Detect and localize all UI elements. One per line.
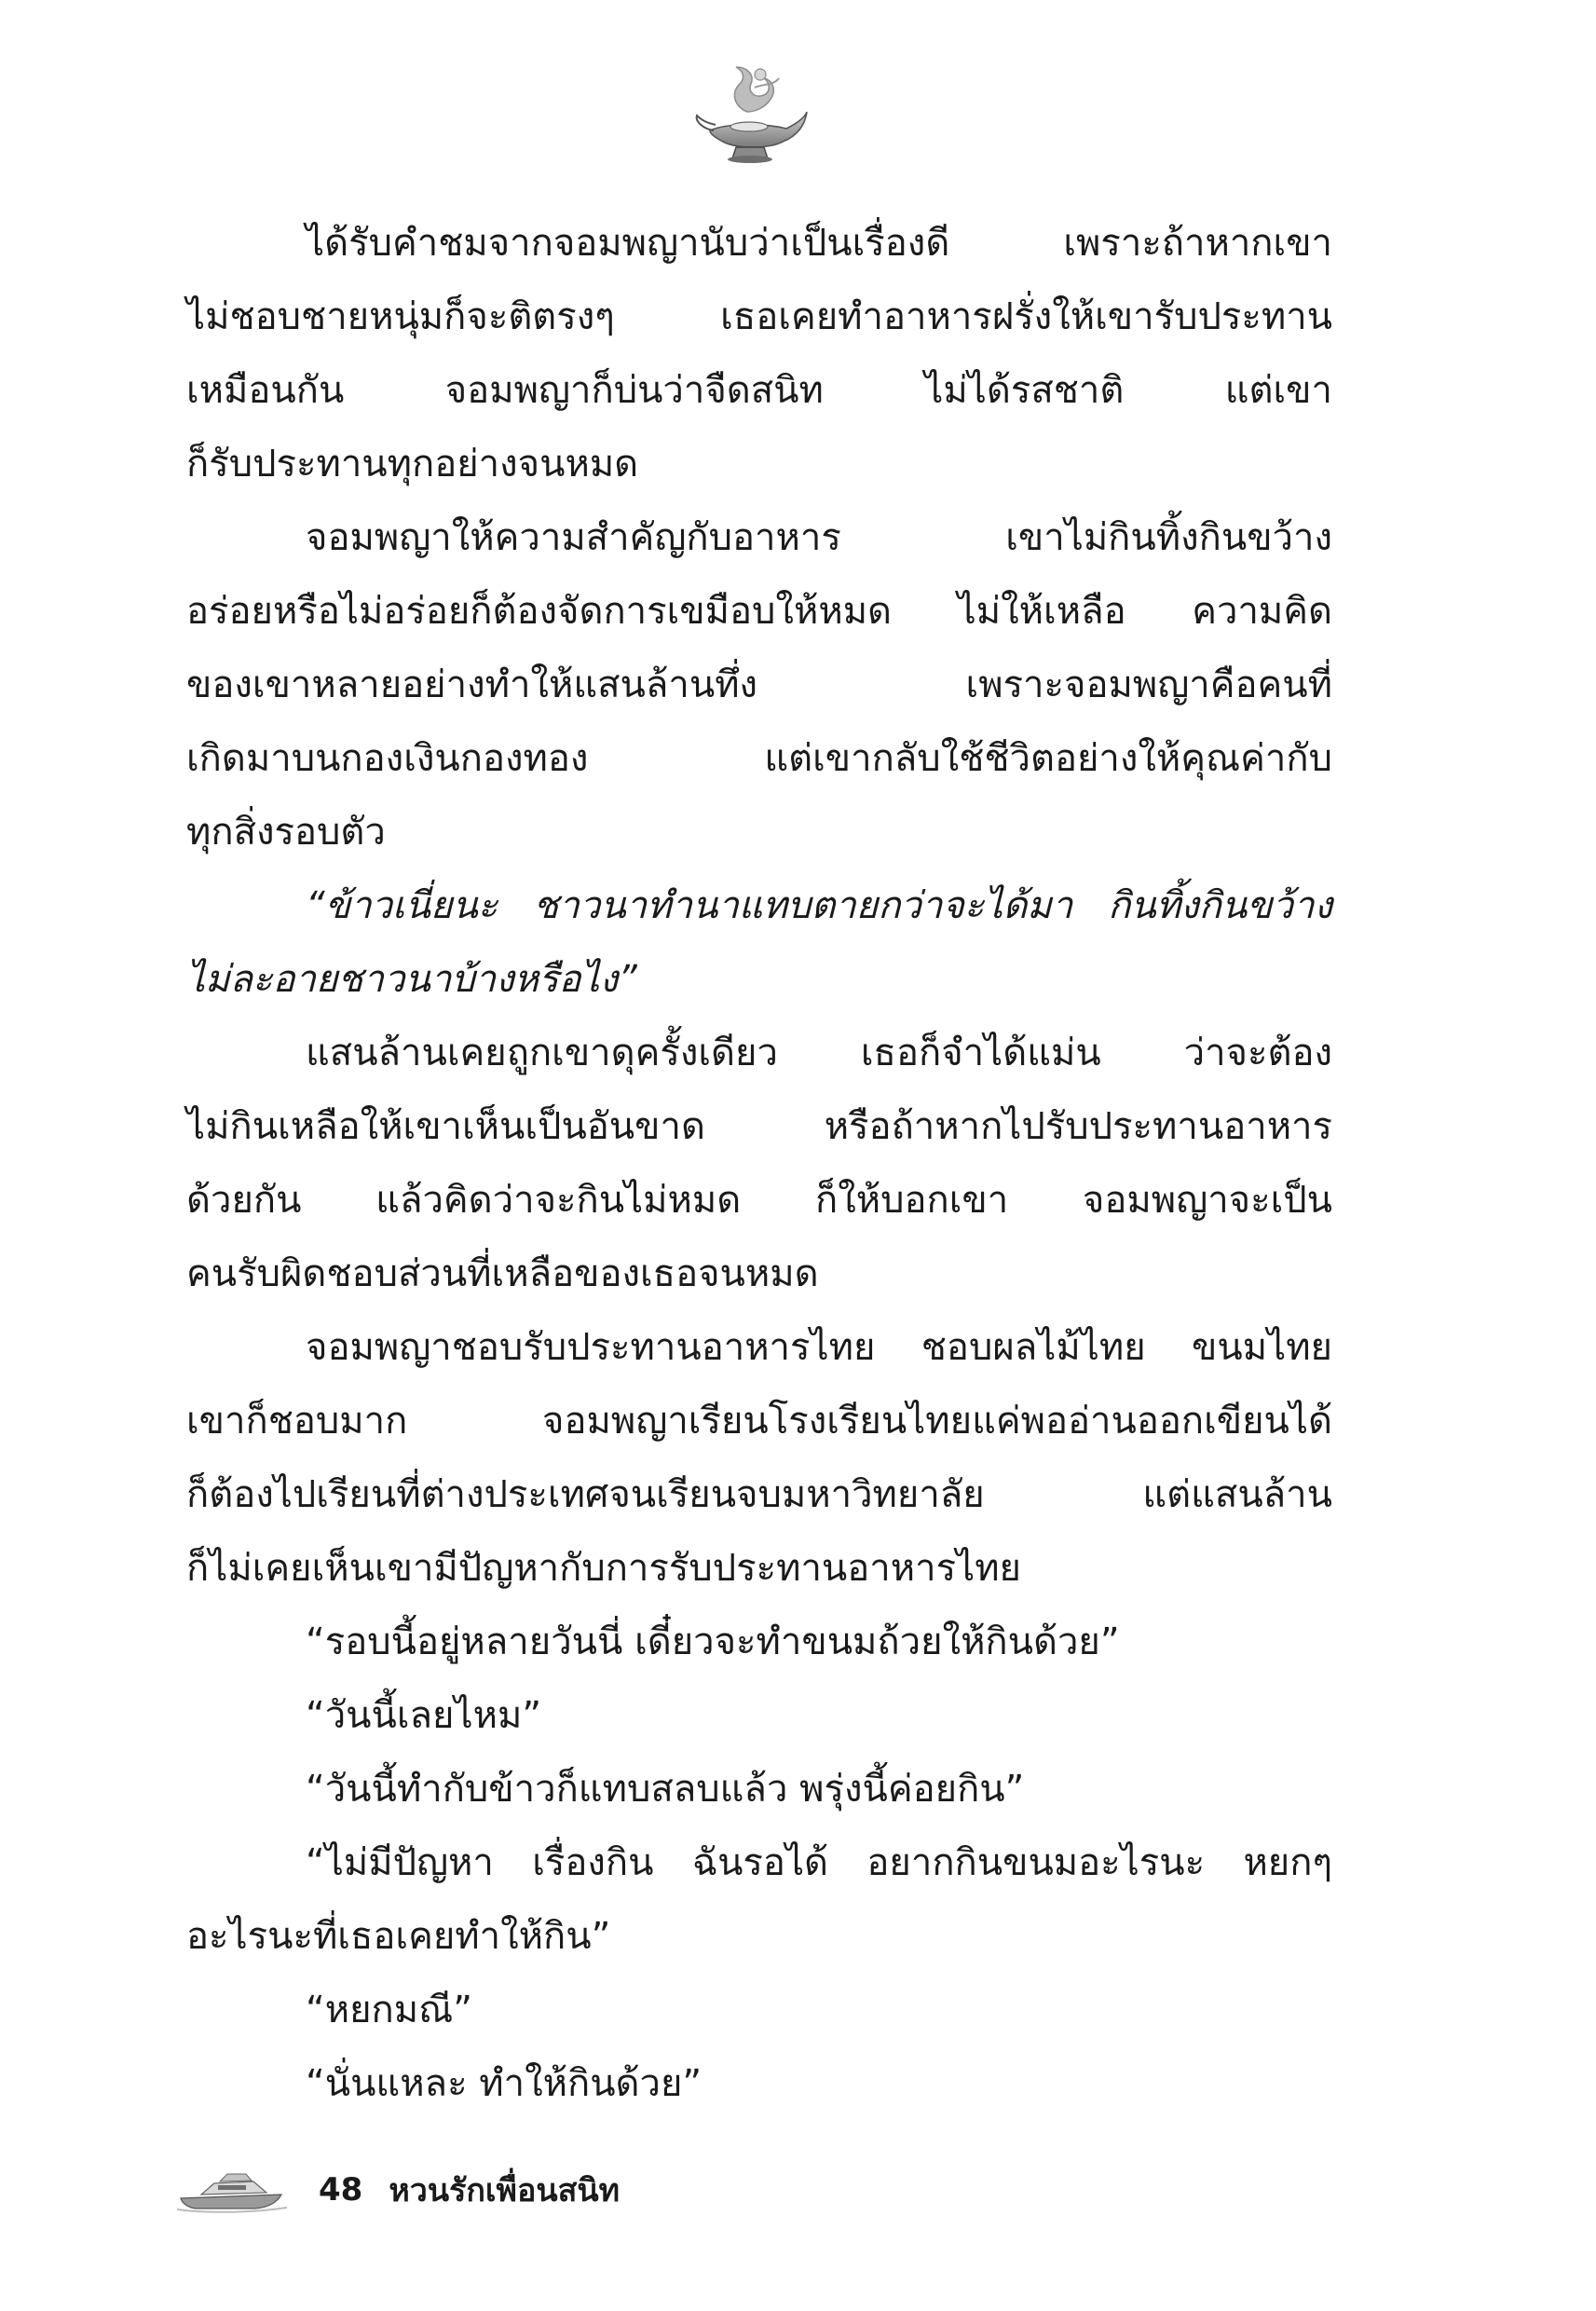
word: เธอเคยทำอาหารฝรั่งให้เขารับประทาน [720, 295, 1332, 338]
page-footer [177, 2162, 620, 2218]
dialogue [186, 1826, 1332, 1974]
word: จอมพญาชอบรับประทานอาหารไทย [306, 1326, 876, 1369]
word: ไม่ให้เหลือ [957, 590, 1126, 633]
text-line [186, 1164, 1332, 1238]
word: แต่เขา [1224, 369, 1332, 412]
yacht-icon [177, 2167, 287, 2213]
word: ไม่ได้รสชาติ [924, 369, 1125, 412]
word: ไม่ชอบชายหนุ่มก็จะติตรงๆ [186, 295, 615, 338]
word: ไม่กินเหลือให้เขาเห็นเป็นอันขาด [186, 1105, 705, 1148]
genie-lamp-icon [689, 58, 811, 170]
page-number: 48 [319, 2171, 363, 2208]
word: ก็ให้บอกเขา [814, 1179, 1009, 1222]
dialogue [186, 1606, 1332, 1679]
word: เกิดมาบนกองเงินกองทอง [186, 737, 589, 780]
text-line [186, 1826, 1332, 1900]
word: อร่อยหรือไม่อร่อยก็ต้องจัดการเขมือบให้หมด [186, 590, 893, 633]
word: ก็ต้องไปเรียนที่ต่างประเทศจนเรียนจบมหาวิทยาลัย [186, 1473, 985, 1516]
word: จอมพญาก็บ่นว่าจืดสนิท [444, 369, 824, 412]
text-line [186, 575, 1332, 649]
text-line: “รอบนี้อยู่หลายวันนี่ เดี๋ยวจะทำขนมถ้วยให้กินด้วย” [306, 1620, 1120, 1663]
text-line [186, 1385, 1332, 1458]
text-line [186, 280, 1332, 354]
word: แสนล้านเคยถูกเขาดุครั้งเดียว [306, 1032, 778, 1074]
word: เธอก็จำได้แม่น [860, 1032, 1101, 1074]
text-line: อะไรนะที่เธอเคยทำให้กิน” [186, 1915, 611, 1958]
text-line [186, 1311, 1332, 1385]
word: เพราะจอมพญาคือคนที่ [965, 663, 1332, 706]
word: ขนมไทย [1192, 1326, 1332, 1369]
word: หรือถ้าหากไปรับประทานอาหาร [824, 1105, 1332, 1148]
word: แล้วคิดว่าจะกินไม่หมด [375, 1179, 742, 1222]
word: ความคิด [1192, 590, 1332, 633]
word: “ข้าวเนี่ยนะ [306, 884, 498, 927]
text-line [186, 501, 1332, 575]
text-line: ก็ไม่เคยเห็นเขามีปัญหากับการรับประทานอาหารไทย [186, 1547, 1021, 1590]
word: เขาไม่กินทิ้งกินขว้าง [1005, 516, 1332, 559]
word: ชอบผลไม้ไทย [921, 1326, 1146, 1369]
word: อยากกินขนมอะไรนะ [866, 1841, 1206, 1884]
text-line [186, 1458, 1332, 1532]
word: กินทิ้งกินขว้าง [1108, 884, 1332, 927]
text-line: “หยกมณี” [306, 1989, 472, 2031]
text-line: ก็รับประทานทุกอย่างจนหมด [186, 443, 639, 485]
word: เขาก็ชอบมาก [186, 1400, 408, 1443]
paragraph [186, 1311, 1332, 1606]
word: แต่แสนล้าน [1142, 1473, 1332, 1516]
word: ของเขาหลายอย่างทำให้แสนล้านทึ่ง [186, 663, 758, 706]
book-title: หวนรักเพื่อนสนิท [389, 2172, 621, 2209]
paragraph [186, 1017, 1332, 1311]
word: เหมือนกัน [186, 369, 345, 412]
text-line: ทุกสิ่งรอบตัว [186, 811, 386, 854]
text-line [186, 207, 1332, 280]
paragraph [186, 207, 1332, 501]
text-line: ไม่ละอายชาวนาบ้างหรือไง” [186, 958, 637, 1001]
text-line: “นั่นแหละ ทำให้กินด้วย” [306, 2062, 703, 2105]
quote-paragraph [186, 869, 1332, 1017]
text-line: “วันนี้ทำกับข้าวก็แทบสลบแล้ว พรุ่งนี้ค่อยกิน” [306, 1768, 1025, 1811]
dialogue [186, 1753, 1332, 1826]
word: จอมพญาเรียนโรงเรียนไทยแค่พออ่านออกเขียนได้ [542, 1400, 1332, 1443]
text-line: คนรับผิดชอบส่วนที่เหลือของเธอจนหมด [186, 1252, 819, 1295]
word: จอมพญาจะเป็น [1082, 1179, 1332, 1222]
word: เรื่องกิน [532, 1841, 654, 1884]
text-line [186, 722, 1332, 796]
text-line [186, 649, 1332, 722]
word: แต่เขากลับใช้ชีวิตอย่างให้คุณค่ากับ [764, 737, 1332, 780]
text-line: “วันนี้เลยไหม” [306, 1694, 542, 1737]
word: ฉันรอได้ [691, 1841, 829, 1884]
text-line [186, 1017, 1332, 1090]
word: หยกๆ [1243, 1841, 1332, 1884]
word: จอมพญาให้ความสำคัญกับอาหาร [306, 516, 841, 559]
text-line [186, 869, 1332, 943]
text-line [186, 354, 1332, 428]
text-line [186, 1090, 1332, 1164]
word: “ไม่มีปัญหา [306, 1841, 494, 1884]
word: ได้รับคำชมจากจอมพญานับว่าเป็นเรื่องดี [306, 222, 950, 265]
body-text [186, 207, 1332, 2121]
dialogue [186, 1974, 1332, 2047]
paragraph [186, 501, 1332, 869]
word: เพราะถ้าหากเขา [1063, 222, 1332, 265]
word: ด้วยกัน [186, 1179, 302, 1222]
word: ชาวนาทำนาแทบตายกว่าจะได้มา [533, 884, 1073, 927]
dialogue [186, 2047, 1332, 2121]
word: ว่าจะต้อง [1183, 1032, 1332, 1074]
dialogue [186, 1679, 1332, 1753]
